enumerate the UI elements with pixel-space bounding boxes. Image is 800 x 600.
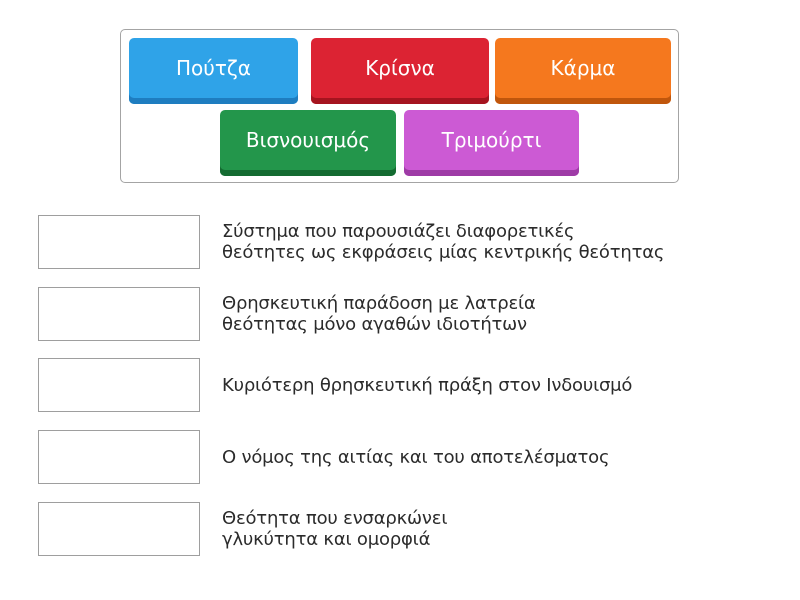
definition-text: Κυριότερη θρησκευτική πράξη στον Ινδουισμό (222, 374, 633, 396)
drop-target[interactable] (38, 502, 200, 556)
drop-target[interactable] (38, 430, 200, 484)
match-row (38, 215, 758, 271)
match-row (38, 287, 758, 343)
tile-karma[interactable] (495, 38, 671, 104)
definition-text: Θρησκευτική παράδοση με λατρεία θεότητας μόνο αγαθών ιδιοτήτων (222, 293, 536, 335)
match-row (38, 430, 758, 486)
definition-text: Θεότητα που ενσαρκώνει γλυκύτητα και ομορφιά (222, 508, 448, 550)
tile-label: Πούτζα (176, 56, 251, 80)
definition-text: Σύστημα που παρουσιάζει διαφορετικές θεότητες ως εκφράσεις μίας κεντρικής θεότητας (222, 221, 665, 263)
tile-label: Βισνουισμός (245, 128, 371, 152)
word-bank (120, 29, 679, 183)
tile-label: Κρίσνα (365, 56, 435, 80)
drop-target[interactable] (38, 358, 200, 412)
tile-visnouismos[interactable] (220, 110, 396, 176)
tile-label: Κάρμα (550, 56, 616, 80)
tile-label: Τριμούρτι (441, 128, 542, 152)
tile-poutza[interactable] (129, 38, 298, 104)
tile-trimourti[interactable] (404, 110, 579, 176)
match-row (38, 502, 758, 558)
drop-target[interactable] (38, 215, 200, 269)
match-row (38, 358, 758, 414)
tile-krisna[interactable] (311, 38, 489, 104)
drop-target[interactable] (38, 287, 200, 341)
definition-text: Ο νόμος της αιτίας και του αποτελέσματος (222, 446, 610, 468)
